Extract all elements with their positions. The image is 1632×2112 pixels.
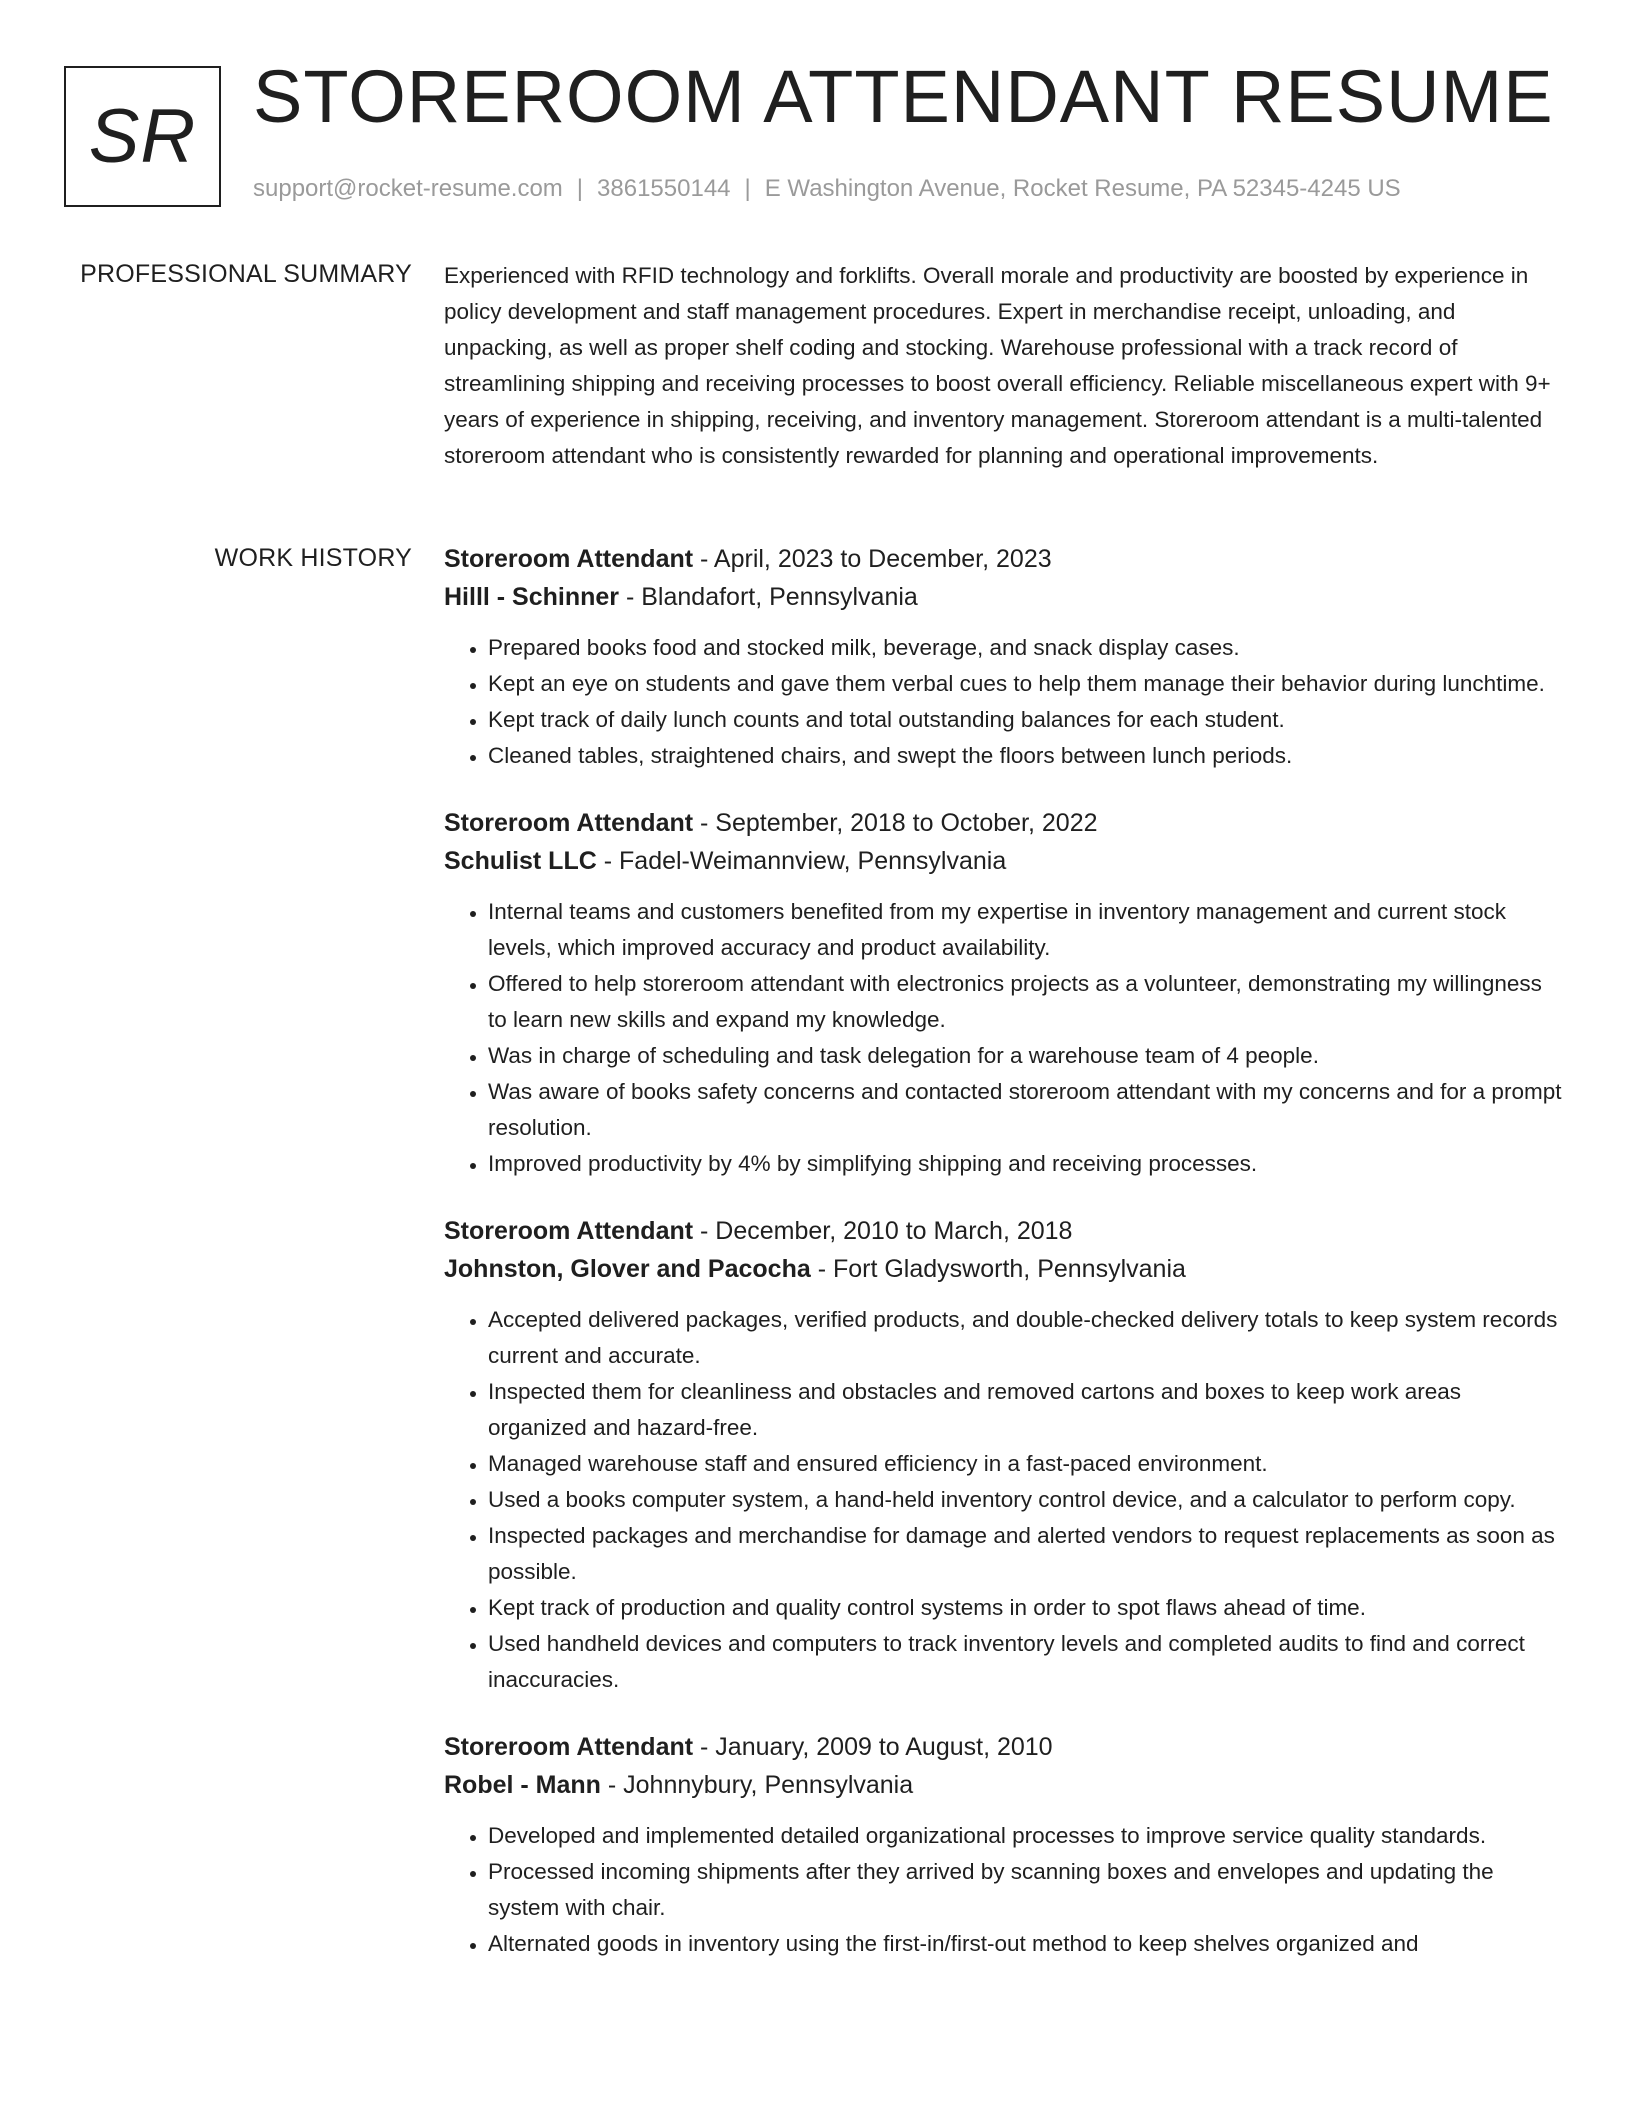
summary-heading: PROFESSIONAL SUMMARY	[80, 260, 412, 288]
job-title-line	[444, 540, 1564, 578]
job-bullet: • Kept an eye on students and gave them verbal cues to help them manage their behavior during lunchtime.	[488, 666, 1564, 702]
job-bullet: • Kept track of daily lunch counts and total outstanding balances for each student.	[488, 702, 1564, 738]
job-entry	[444, 1212, 1564, 1698]
job-title: Storeroom Attendant	[444, 545, 694, 573]
job-bullet: • Was aware of books safety concerns and contacted storeroom attendant with my concerns and for a prompt resolution.	[488, 1074, 1564, 1146]
job-location: - Fadel-Weimannview, Pennsylvania	[596, 847, 1007, 875]
job-dates: - September, 2018 to October, 2022	[693, 809, 1098, 837]
job-bullet: • Used a books computer system, a hand-held inventory control device, and a calculator to perform copy.	[488, 1482, 1564, 1518]
job-bullet-list	[444, 894, 1564, 1182]
contact-separator: |	[576, 175, 584, 202]
contact-address: E Washington Avenue, Rocket Resume, PA 52345-4245 US	[764, 175, 1401, 202]
job-entry	[444, 1728, 1564, 1962]
job-bullet: • Inspected them for cleanliness and obstacles and removed cartons and boxes to keep work areas organized and hazard-free.	[488, 1374, 1564, 1446]
job-title-line	[444, 1728, 1564, 1766]
job-bullet: • Kept track of production and quality control systems in order to spot flaws ahead of time.	[488, 1590, 1564, 1626]
contact-email: support@rocket-resume.com	[253, 175, 563, 202]
job-bullet: • Accepted delivered packages, verified products, and double-checked delivery totals to keep system records current and accurate.	[488, 1302, 1564, 1374]
job-bullet: • Prepared books food and stocked milk, beverage, and snack display cases.	[488, 630, 1564, 666]
job-dates: - January, 2009 to August, 2010	[693, 1733, 1053, 1761]
job-dates: - April, 2023 to December, 2023	[693, 545, 1052, 573]
work-history-heading: WORK HISTORY	[214, 544, 412, 572]
contact-line	[253, 175, 1401, 204]
job-company-line	[444, 578, 1564, 616]
job-bullet: • Processed incoming shipments after they arrived by scanning boxes and envelopes and updating the system with chair.	[488, 1854, 1564, 1926]
job-bullet: • Used handheld devices and computers to track inventory levels and completed audits to find and correct inaccuracies.	[488, 1626, 1564, 1698]
job-bullet: • Cleaned tables, straightened chairs, and swept the floors between lunch periods.	[488, 738, 1564, 774]
job-bullet-list	[444, 1818, 1564, 1962]
job-bullet-list	[444, 1302, 1564, 1698]
job-location: - Johnnybury, Pennsylvania	[600, 1771, 914, 1799]
job-company-line	[444, 1766, 1564, 1804]
contact-phone: 3861550144	[597, 175, 731, 202]
job-title: Storeroom Attendant	[444, 1217, 694, 1245]
job-company: Schulist LLC	[444, 847, 597, 875]
job-company-line	[444, 842, 1564, 880]
monogram-box	[64, 66, 221, 207]
job-entry	[444, 804, 1564, 1182]
job-title-line	[444, 804, 1564, 842]
job-title: Storeroom Attendant	[444, 1733, 694, 1761]
job-company: Robel - Mann	[444, 1771, 601, 1799]
job-dates: - December, 2010 to March, 2018	[693, 1217, 1073, 1245]
job-company: Johnston, Glover and Pacocha	[444, 1255, 811, 1283]
job-location: - Fort Gladysworth, Pennsylvania	[810, 1255, 1186, 1283]
job-entry	[444, 540, 1564, 774]
job-title: Storeroom Attendant	[444, 809, 694, 837]
job-bullet: • Managed warehouse staff and ensured efficiency in a fast-paced environment.	[488, 1446, 1564, 1482]
job-bullet: • Developed and implemented detailed organizational processes to improve service quality standards.	[488, 1818, 1564, 1854]
monogram-initials: SR	[88, 93, 197, 179]
summary-text: Experienced with RFID technology and forklifts. Overall morale and productivity are boosted by experience in policy development and staff management procedures. Expert in merchandise receipt, unloading, and unpacking, as well as proper shelf coding and stocking. Warehouse professional with a track record of streamlining shipping and receiving processes to boost overall efficiency. Reliable miscellaneous expert with 9+ years of experience in shipping, receiving, and inventory management. Storeroom attendant is a multi-talented storeroom attendant who is consistently rewarded for planning and operational improvements.	[444, 263, 1551, 468]
job-bullet-list	[444, 630, 1564, 774]
job-bullet: • Improved productivity by 4% by simplifying shipping and receiving processes.	[488, 1146, 1564, 1182]
work-history-body	[444, 540, 1564, 1992]
job-bullet: • Was in charge of scheduling and task delegation for a warehouse team of 4 people.	[488, 1038, 1564, 1074]
job-bullet: • Offered to help storeroom attendant with electronics projects as a volunteer, demonstrating my willingness to learn new skills and expand my knowledge.	[488, 966, 1564, 1038]
job-bullet: • Inspected packages and merchandise for damage and alerted vendors to request replacements as soon as possible.	[488, 1518, 1564, 1590]
contact-separator: |	[744, 175, 751, 202]
summary-body	[444, 258, 1564, 474]
job-location: - Blandafort, Pennsylvania	[619, 583, 918, 611]
job-company-line	[444, 1250, 1564, 1288]
job-bullet: • Alternated goods in inventory using the first-in/first-out method to keep shelves organized and	[488, 1926, 1564, 1962]
resume-title: STOREROOM ATTENDANT RESUME	[253, 55, 1554, 138]
job-bullet: • Internal teams and customers benefited from my expertise in inventory management and current stock levels, which improved accuracy and product availability.	[488, 894, 1564, 966]
job-company: Hilll - Schinner	[444, 583, 620, 611]
job-title-line	[444, 1212, 1564, 1250]
